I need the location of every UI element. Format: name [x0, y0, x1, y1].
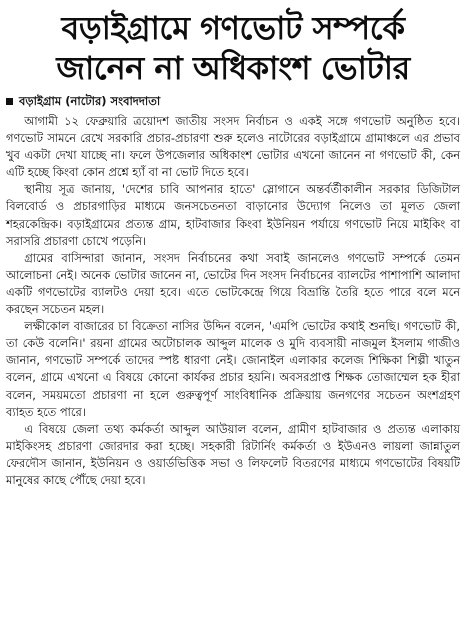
article-body [6, 113, 460, 489]
article-paragraph-4: লক্ষীকোল বাজারের চা বিক্রেতা নাসির উদ্দিন বলেন, 'এমপি ভোটের কথাই শুনছি। গণভোট কী, তা কেউ বলেনি।' রয়না গ্রামের অটোচালক আব্দুল মালেক ও মুদি ব্যবসায়ী নাজমুল ইসলাম গাজীও জানান, গণভোট সম্পর্কে তাদের স্পষ্ট ধারণা নেই। জোনাইল এলাকার কলেজ শিক্ষিকা শিল্পী খাতুন বলেন, গ্রামে এখনো এ বিষয়ে কোনো কার্যকর প্রচার হয়নি। অবসরপ্রাপ্ত শিক্ষক তোজাম্মেল হক হীরা বলেন, সময়মতো প্রচারণা না হলে গুরুত্বপূর্ণ সাংবিধানিক প্রক্রিয়ায় জনগণের সচেতন অংশগ্রহণ ব্যাহত হতে পারে। [6, 319, 460, 419]
byline [6, 94, 460, 109]
byline-text: বড়াইগ্রাম (নাটোর) সংবাদদাতা [19, 94, 161, 108]
article-paragraph-1: আগামী ১২ ফেব্রুয়ারি ত্রয়োদশ জাতীয় সংসদ নির্বাচন ও একই সঙ্গে গণভোট অনুষ্ঠিত হবে। গণভোট সামনে রেখে সরকারি প্রচার-প্রচারণা শুরু হলেও নাটোরের বড়াইগ্রামে গ্রামাঞ্চলে এর প্রভাব খুব একটা দেখা যাচ্ছে না। ফলে উপজেলার অধিকাংশ ভোটার এখনো জানেন না গণভোট কী, কেন এটি হচ্ছে কিংবা কোন প্রশ্নে হ্যাঁ বা না ভোট দিতে হবে। [6, 114, 460, 180]
bullet-square-icon [6, 98, 13, 105]
headline-line-1: বড়াইগ্রামে গণভোট সম্পর্কে [61, 9, 405, 47]
headline-line-2: জানেন না অধিকাংশ ভোটার [56, 49, 410, 87]
article-paragraph-3: গ্রামের বাসিন্দারা জানান, সংসদ নির্বাচনের কথা সবাই জানলেও গণভোট সম্পর্কে তেমন আলোচনা নেই। অনেক ভোটার জানেন না, ভোটের দিন সংসদ নির্বাচনের ব্যালটের পাশাপাশি আলাদা একটি গণভোটের ব্যালটও দেয়া হবে। এতে ভোটকেন্দ্রে গিয়ে বিভ্রান্তি তৈরি হতে পারে বলে মনে করছেন সচেতন মহল। [6, 250, 460, 317]
article-paragraph-2: স্থানীয় সূত্র জানায়, 'দেশের চাবি আপনার হাতে' স্লোগানে অন্তর্বর্তীকালীন সরকার ডিজিটাল বিলবোর্ড ও প্রচারগাড়ির মাধ্যমে জনসচেতনতা বাড়ানোর উদ্যোগ নিলেও তা মূলত জেলা শহরকেন্দ্রিক। বড়াইগ্রামের প্রত্যন্ত গ্রাম, হাটবাজার কিংবা ইউনিয়ন পর্যায়ে গণভোট নিয়ে মাইকিং বা সরাসরি প্রচারণা চোখে পড়েনি। [6, 182, 460, 248]
article-paragraph-5: এ বিষয়ে জেলা তথ্য কর্মকর্তা আব্দুল আউয়াল বলেন, গ্রামীণ হাটবাজার ও প্রত্যন্ত এলাকায় মাইকিংসহ প্রচারণা জোরদার করা হচ্ছে। সহকারী রিটার্নিং কর্মকর্তা ও ইউএনও লায়লা জান্নাতুল ফেরদৌস জানান, ইউনিয়ন ও ওয়ার্ডভিত্তিক সভা ও লিফলেট বিতরণের মাধ্যমে গণভোটের বিষয়টি মানুষের কাছে পৌঁছে দেয়া হবে। [6, 421, 460, 487]
